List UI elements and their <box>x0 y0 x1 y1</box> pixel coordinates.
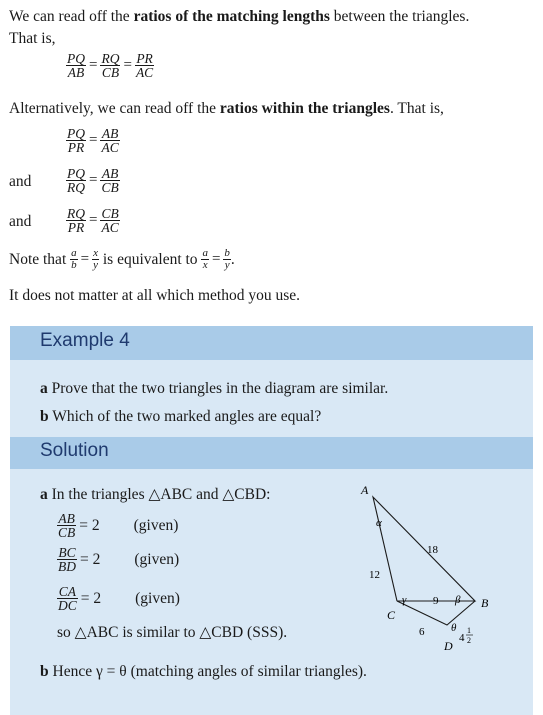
solution-conclusion: so △ABC is similar to △CBD (SSS). <box>57 624 288 641</box>
fraction: $\frac{a}{x}$ <box>202 247 208 271</box>
angle-gamma-label: γ <box>402 594 407 606</box>
and-label: and <box>9 173 32 190</box>
length-cd-label: 6 <box>419 626 425 638</box>
part-text: Hence γ = θ (matching angles of similar triangles). <box>52 663 367 680</box>
fraction: $\frac{BC}{BD}$ <box>58 545 76 574</box>
example-part-a <box>40 380 388 398</box>
vertex-a-label: A <box>361 483 369 497</box>
note-text: . <box>230 250 235 268</box>
ratio-equation-4: $\frac{RQ}{PR}$ = $\frac{CB}{AC}$ <box>67 206 119 235</box>
example-header <box>10 326 533 360</box>
note-text: Note that <box>9 250 67 268</box>
solution-part-b <box>40 663 367 681</box>
fraction: $\frac{AB}{AC}$ <box>101 126 119 155</box>
fraction: $\frac{PQ}{AB}$ <box>67 51 85 80</box>
ratio-equation-1: $\frac{PQ}{AB}$ = $\frac{RQ}{CB}$ = $\frac{PR}{AC}$ <box>67 51 154 80</box>
note-text: is equivalent to <box>102 250 198 268</box>
fraction: $\frac{AB}{CB}$ <box>58 511 76 540</box>
fraction: $\frac{RQ}{CB}$ <box>101 51 120 80</box>
example-part-b <box>40 408 321 426</box>
solution-header <box>10 437 533 469</box>
length-ac-label: 12 <box>369 569 380 581</box>
solution-title: Solution <box>40 440 109 461</box>
part-label: b <box>40 408 49 425</box>
length-db-whole: 4 <box>459 632 465 644</box>
intro-text: . That is, <box>389 100 444 117</box>
ratio-equation-3: $\frac{PQ}{RQ}$ = $\frac{AB}{CB}$ <box>67 166 119 195</box>
length-db-den: 2 <box>467 636 471 645</box>
fraction: $\frac{PQ}{PR}$ <box>67 126 85 155</box>
intro-paragraph-1 <box>9 8 469 26</box>
vertex-b-label: B <box>481 596 489 610</box>
intro-text: between the triangles. <box>329 8 470 25</box>
part-label: b <box>40 663 49 680</box>
intro-text: Alternatively, we can read off the <box>9 100 220 117</box>
part-text: In the triangles △ABC and △CBD: <box>51 486 271 503</box>
fraction: $\frac{x}{y}$ <box>93 247 98 271</box>
angle-beta-label: β <box>455 594 461 606</box>
ratio-note: (given) <box>135 589 180 607</box>
part-text: Which of the two marked angles are equal? <box>52 408 322 425</box>
solution-ratio-1 <box>57 512 178 539</box>
vertex-c-label: C <box>387 608 396 622</box>
ratio-value: = 2 <box>80 550 101 568</box>
fraction: $\frac{CA}{DC}$ <box>58 584 77 613</box>
length-db-num: 1 <box>467 626 471 635</box>
fraction: $\frac{AB}{CB}$ <box>101 166 119 195</box>
part-label: a <box>40 380 48 397</box>
ratio-note: (given) <box>133 516 179 534</box>
intro-paragraph-3: It does not matter at all which method you use. <box>9 287 300 304</box>
length-cb-label: 9 <box>433 595 439 607</box>
part-label: a <box>40 486 48 503</box>
fraction: $\frac{PQ}{RQ}$ <box>67 166 85 195</box>
intro-bold: ratios within the triangles <box>219 100 390 117</box>
fraction: $\frac{CB}{AC}$ <box>101 206 119 235</box>
length-ab-label: 18 <box>427 544 438 556</box>
ratio-value: = 2 <box>80 589 102 607</box>
solution-part-a <box>40 485 271 504</box>
fraction: $\frac{b}{y}$ <box>224 247 230 271</box>
part-text: Prove that the two triangles in the diagram are similar. <box>51 380 389 397</box>
angle-alpha-label: α <box>376 517 382 529</box>
example-title: Example 4 <box>40 330 130 351</box>
angle-theta-label: θ <box>451 622 457 634</box>
intro-bold: ratios of the matching lengths <box>133 8 330 25</box>
fraction: $\frac{PR}{AC}$ <box>135 51 154 80</box>
triangle-diagram <box>345 480 505 655</box>
solution-ratio-3 <box>57 585 180 612</box>
note-line: Note that $\frac{a}{b}$ = $\frac{x}{y}$ is equivalent to $\frac{a}{x}$ = $\frac{b}{y}$ . <box>9 247 235 271</box>
solution-ratio-2 <box>57 546 179 573</box>
ratio-note: (given) <box>134 550 180 568</box>
intro-text: We can read off the <box>9 8 134 25</box>
ratio-equation-2: $\frac{PQ}{PR}$ = $\frac{AB}{AC}$ <box>67 126 119 155</box>
fraction: $\frac{RQ}{PR}$ <box>67 206 85 235</box>
vertex-d-label: D <box>444 639 453 653</box>
intro-that-is: That is, <box>9 30 56 47</box>
fraction: $\frac{a}{b}$ <box>71 247 77 271</box>
intro-paragraph-2 <box>9 100 444 118</box>
and-label: and <box>9 213 32 230</box>
ratio-value: = 2 <box>79 516 100 534</box>
